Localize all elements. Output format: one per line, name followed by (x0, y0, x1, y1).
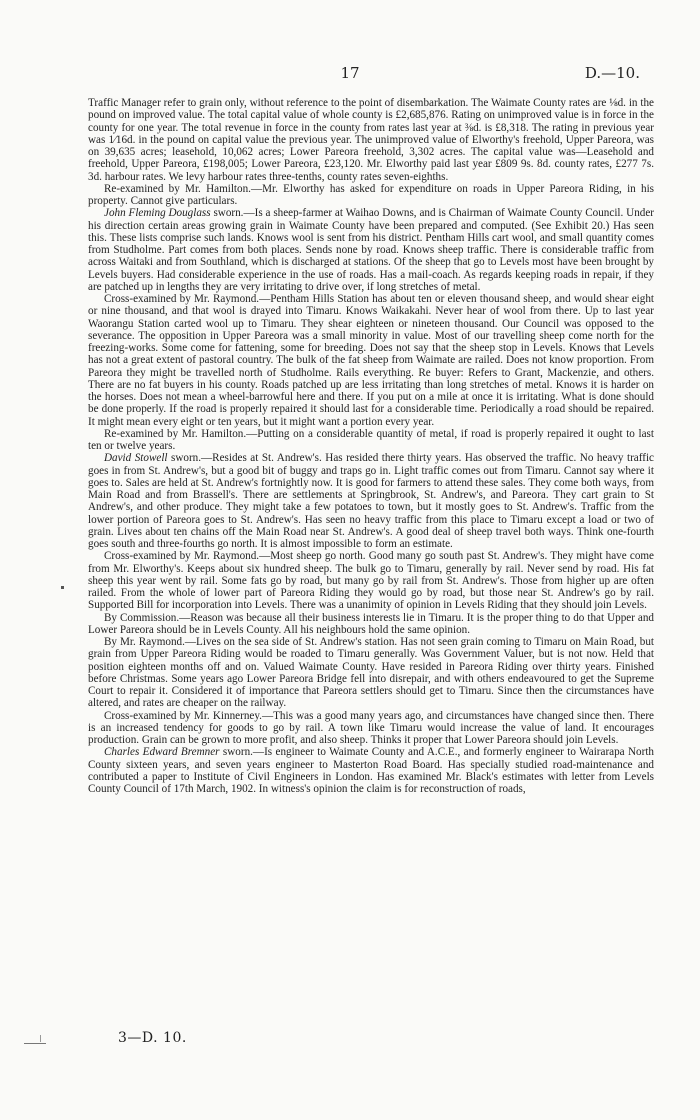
witness-name: Charles Edward Bremner (104, 746, 220, 759)
paragraph: Cross-examined by Mr. Raymond.—Most sheep go north. Good many go south past St. Andrew's. They might have come from Mr. Elworthy's. Keeps about six hundred sheep. The bulk go to Timaru, generally by rail. Never send by road. His fat sheep this year went by rail. Some fats go by road, but many go by rail from St. Andrew's. Those from higher up are often railed. From the whole of lower part of Pareora Riding they would go by road, but those near St. Andrew's go by rail. Supported Bill for incorporation into Levels. There was a unanimity of opinion in Levels Riding that they should join Levels. (88, 550, 654, 612)
margin-mark (61, 586, 64, 589)
signature-mark: 3—D. 10. (118, 1030, 187, 1046)
margin-mark (40, 1035, 41, 1042)
document-reference: D.—10. (584, 64, 640, 82)
paragraph: John Fleming Douglass sworn.—Is a sheep-farmer at Waihao Downs, and is Chairman of Waimate County Council. Under his direction certain areas growing grain in Waimate County have been prepared and computed. (See Exhibit 20.) Has seen this. These lists comprise such lands. Knows wool is sent from his district. Pentham Hills cart wool, and small quantity comes from Studholme. Part comes from both places. Sends none by road. Knows sheep traffic. There is considerable traffic from across Waitaki and from Southland, which is discharged at stations. Of the sheep that go to Levels most have been brought by Levels buyers. Had considerable experience in the use of roads. Has a mail-coach. As regards keeping roads in repair, if they are patched up in lengths they are very irritating to drive over, if long stretches of metal. (88, 207, 654, 293)
body-text (88, 97, 654, 795)
paragraph: Re-examined by Mr. Hamilton.—Mr. Elworthy has asked for expenditure on roads in Upper Pareora Riding, in his property. Cannot give particulars. (88, 182, 654, 207)
margin-mark (24, 1043, 46, 1044)
paragraph: Traffic Manager refer to grain only, without reference to the point of disembarkation. The Waimate County rates are ⅛d. in the pound on improved value. The total capital value of whole county is £2,685,876. Rating on unimproved value is in force in the county for one year. The total revenue in force in the county from rates last year at ⅜d. is £8,318. The rating in previous year was 1⁄16d. in the pound on capital value the previous year. The unimproved value of Elworthy's freehold, Upper Pareora, was on 39,635 acres; leasehold, 10,062 acres; Lower Pareora freehold, 3,302 acres. The capital value was—Leasehold and freehold, Upper Pareora, £198,005; Lower Pareora, £23,120. Mr. Elworthy paid last year £809 9s. 8d. county rates, £277 7s. 3d. harbour rates. We levy harbour rates three-tenths, county rates seven-eighths. (88, 97, 654, 183)
paragraph: By Mr. Raymond.—Lives on the sea side of St. Andrew's station. Has not seen grain coming to Timaru on Main Road, but grain from Upper Pareora Riding would be roaded to Timaru generally. Was Government Valuer, but is not now. Held that position eighteen months off and on. Valued Waimate County. Have resided in Pareora Riding over thirty years. Finished before Christmas. Some years ago Lower Pareora Bridge fell into disrepair, and with others endeavoured to get the Supreme Court to repair it. Considered it of importance that Pareora settlers should get to Timaru. Since then the circumstances have altered, and rates are cheaper on the railway. (88, 636, 654, 710)
witness-name: John Fleming Douglass (104, 207, 211, 220)
paragraph: Cross-examined by Mr. Kinnerney.—This was a good many years ago, and circumstances have changed since then. There is an increased tendency for goods to go by rail. A town like Timaru would increase the value of land. It encourages production. Grain can be grown to more profit, and also sheep. Thinks it proper that Lower Pareora should join Levels. (88, 709, 654, 746)
paragraph: Cross-examined by Mr. Raymond.—Pentham Hills Station has about ten or eleven thousand sheep, and would shear eight or nine thousand, and that wool is drayed into Timaru. Knows Waikakahi. Never hear of wool from there. Up to last year Waorangu Station carted wool up to Timaru. They shear eighteen or nineteen thousand. Our Council was opposed to the severance. The opposition in Upper Pareora was a small minority in value. Most of our travelling sheep come north for the freezing-works. Some come for fattening, some for breeding. Does not say that the sheep stop in Levels. Knows that Levels has not a great extent of pastoral country. The bulk of the fat sheep from Waimate are railed. Does not know proportion. From Pareora they might be travelled north of Studholme. Rails everything. Re buyer: Refers to Grant, Mackenzie, and others. There are no fat buyers in his county. Roads patched up are less irritating than long stretches of metal. Knows it is harder on the horses. Does not mean a wheel-barrowful here and there. If you put on a mile at once it is irritating. What is done should be done properly. If the road is properly repaired it should last for a considerable time. Periodically a road should be repaired. It might mean every eight or ten years, but it might want a portion every year. (88, 293, 654, 428)
paragraph: David Stowell sworn.—Resides at St. Andrew's. Has resided there thirty years. Has observed the traffic. No heavy traffic goes in from St. Andrew's, but a good bit of buggy and traps go in. Light traffic comes out from Timaru. Cannot say where it goes to. Sales are held at St. Andrew's fortnightly now. It is good for farmers to attend these sales. They come both ways, from Main Road and from Brassell's. There are settlements at Springbrook, St. Andrew's, and Pareora. They cart grain to St Andrew's, and other produce. They might take a few potatoes to town, but it mostly goes to St. Andrew's. Traffic from the lower portion of Pareora goes to St. Andrew's. Has seen no heavy traffic from this place to Timaru except a load or two of grain. Lives about ten chains off the Main Road near St. Andrew's. A good deal of sheep travel both ways. Think one-fourth goes south and three-fourths go north. It is almost impossible to form an estimate. (88, 452, 654, 550)
paragraph: By Commission.—Reason was because all their business interests lie in Timaru. It is the proper thing to do that Upper and Lower Pareora should be in Levels County. All his neighbours hold the same opinion. (88, 611, 654, 636)
paragraph: Re-examined by Mr. Hamilton.—Putting on a considerable quantity of metal, if road is properly repaired it ought to last ten or twelve years. (88, 427, 654, 452)
paragraph: Charles Edward Bremner sworn.—Is engineer to Waimate County and A.C.E., and formerly engineer to Wairarapa North County sixteen years, and seven years engineer to Masterton Road Board. Has specially studied road-maintenance and contributed a paper to Institute of Civil Engineers in London. Has examined Mr. Black's estimates with letter from Levels County Council of 17th March, 1902. In witness's opinion the claim is for reconstruction of roads, (88, 746, 654, 795)
page-number: 17 (340, 64, 360, 82)
witness-name: David Stowell (104, 452, 168, 465)
